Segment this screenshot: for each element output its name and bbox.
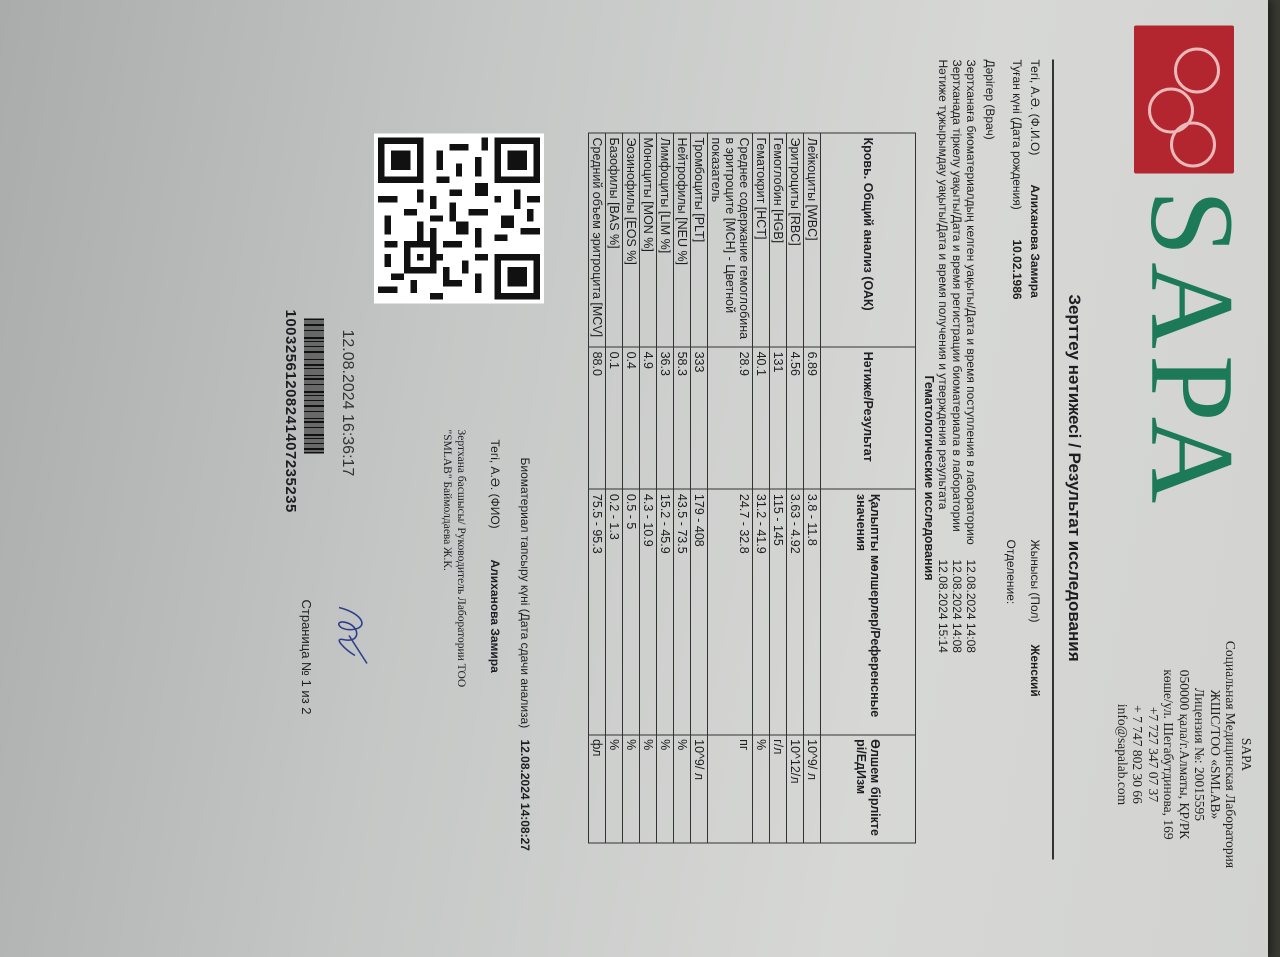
result-value: 12.08.2024 15:14 [936, 559, 950, 653]
test-name: Базофилы [BAS %] [606, 133, 623, 347]
test-name: Лейкоциты [WBC] [804, 133, 821, 347]
company-line: + 7 747 802 30 66 [1130, 705, 1146, 804]
logo-text: SAPA [1126, 189, 1259, 510]
test-reference: 3.63 - 4.92 [787, 489, 804, 734]
table-row [589, 133, 606, 843]
table-row [787, 133, 804, 843]
results-table [588, 133, 916, 844]
company-info [1115, 565, 1255, 945]
test-unit: % [753, 735, 770, 843]
patient-dob-label: Туған күні (Дата рождения) [1010, 59, 1024, 210]
department-label: Отделение: [1004, 539, 1018, 605]
table-row [640, 133, 657, 843]
test-name: Эритроциты [RBC] [787, 133, 804, 347]
test-result: 333 [691, 347, 708, 489]
test-result: 0.4 [623, 347, 640, 489]
patient-fio-value: Алиханова Замира [1028, 184, 1042, 298]
test-result: 40.1 [753, 347, 770, 489]
print-timestamp: 12.08.2024 16:36:17 [339, 329, 356, 477]
test-result: 6.89 [804, 347, 821, 489]
test-unit: 10^9/ л [804, 735, 821, 843]
test-name: Лимфоциты [LIM %] [657, 133, 674, 347]
table-row [770, 133, 787, 843]
test-unit: г/л [770, 735, 787, 843]
test-unit: % [674, 735, 691, 843]
test-reference: 0.2 - 1.3 [606, 489, 623, 734]
test-reference: 115 - 145 [770, 489, 787, 734]
patient-gender-label: Жынысы (Пол) [1028, 539, 1042, 623]
col-header-result: Нәтиже/Результат [821, 347, 916, 489]
registered-value: 12.08.2024 14:08 [950, 559, 964, 653]
table-row [606, 133, 623, 843]
table-row [674, 133, 691, 843]
patient-gender-value: Женский [1028, 644, 1042, 697]
company-line: Лицензия №: 20015595 [1192, 688, 1208, 821]
table-row [804, 133, 821, 843]
test-reference: 43.5 - 73.5 [674, 489, 691, 734]
lab-head-line1: Зертхана басшысы/ Руководитель Лаборатории ТОО [455, 429, 467, 688]
footer-fio-value: Алиханова Замира [488, 559, 502, 673]
doctor-label: Дәрігер (Врач) [983, 59, 997, 140]
sapa-logo-mark-icon [1134, 26, 1234, 174]
table-row [753, 133, 770, 843]
document-page [6, 0, 1274, 957]
test-unit: 10^12/л [787, 735, 804, 843]
test-unit: фл [589, 735, 606, 843]
barcode-icon [304, 319, 324, 509]
test-result: 28.9 [708, 347, 753, 489]
table-row [623, 133, 640, 843]
test-result: 4.56 [787, 347, 804, 489]
test-result: 131 [770, 347, 787, 489]
test-result: 36.3 [657, 347, 674, 489]
test-unit: % [640, 735, 657, 843]
result-label: Нәтиже тұжырымдау уақыты/Дата и время получения и утверждения результата [936, 59, 950, 510]
patient-fio-label: Тегі, А.Ә. (Ф.И.О) [1028, 59, 1042, 156]
table-row [691, 133, 708, 843]
test-unit: % [623, 735, 640, 843]
table-row [708, 133, 753, 843]
patient-dob-value: 10.02.1986 [1010, 239, 1024, 300]
test-unit: % [606, 735, 623, 843]
company-line: Социальная Медицинская Лаборатория [1223, 640, 1239, 869]
test-name: Гемоглобин [HGB] [770, 133, 787, 347]
table-row [657, 133, 674, 843]
qr-code-icon [374, 134, 544, 304]
test-reference: 4.3 - 10.9 [640, 489, 657, 734]
col-header-test: Кровь. Общий анализ (ОАК) [821, 133, 916, 347]
test-unit: % [657, 735, 674, 843]
analysis-date-label: Биоматериал тапсыру күні (Дата сдачи анализа) [518, 457, 532, 729]
signature-icon [319, 600, 379, 670]
registered-label: Зертханада тіркелу уақыты/Дата и время регистрации биоматериала в лаборатории [950, 59, 964, 532]
test-name: Средний объем эритроцита [MCV] [589, 133, 606, 347]
test-name: Гематокрит [HCT] [753, 133, 770, 347]
test-result: 0.1 [606, 347, 623, 489]
test-name: Тромбоциты [PLT] [691, 133, 708, 347]
test-result: 88.0 [589, 347, 606, 489]
col-header-unit: Өлшем бірлікте рі/ЕдИзм [821, 735, 916, 843]
test-name: Среднее содержание гемоглобина в эритроците [MCH] - Цветной показатель [708, 133, 753, 347]
received-value: 12.08.2024 14:08 [964, 559, 978, 653]
col-header-reference: Қалыпты мөлшерлер/Референсные значения [821, 489, 916, 734]
test-reference: 75.5 - 95.3 [589, 489, 606, 734]
page-number: Страница № 1 из 2 [299, 599, 314, 715]
received-label: Зертханаға биоматериалдың келген уақыты/Дата и время поступления в лабораторию [964, 59, 978, 545]
company-line: +7 727 347 07 37 [1146, 706, 1161, 803]
footer-fio-label: Тегі, А.Ә. (ФИО) [488, 439, 502, 529]
company-line: ЖШС/ТОО «SMLAB» [1208, 689, 1223, 820]
section-title: Гематологические исследования [922, 375, 936, 581]
test-unit: 10^9/ л [691, 735, 708, 843]
barcode-number: 10032561208241407235235 [282, 309, 299, 513]
test-result: 4.9 [640, 347, 657, 489]
test-reference: 24.7 - 32.8 [708, 489, 753, 734]
company-email: info@sapalab.com [1115, 703, 1130, 806]
test-reference: 0.5 - 5 [623, 489, 640, 734]
test-reference: 179 - 408 [691, 489, 708, 734]
divider [1052, 60, 1054, 860]
company-name: SAPA [1239, 737, 1254, 772]
test-name: Моноциты [MON %] [640, 133, 657, 347]
test-reference: 15.2 - 45.9 [657, 489, 674, 734]
test-name: Эозинофилы [EOS %] [623, 133, 640, 347]
test-result: 58.3 [674, 347, 691, 489]
company-line: 050000 қала/г.Алматы, ҚР/РК [1177, 669, 1192, 840]
analysis-date-value: 12.08.2024 14:08:27 [518, 739, 532, 851]
company-line: көше/ул. Шегабутдинова, 169 [1161, 669, 1177, 840]
test-name: Нейтрофилы [NEU %] [674, 133, 691, 347]
test-reference: 31.2 - 41.9 [753, 489, 770, 734]
lab-head-line2: "SMLAB" Баймолдаева Ж.К. [441, 429, 453, 571]
page-title: Зерттеу нәтижесі / Результат исследования [1065, 294, 1084, 662]
test-reference: 3.8 - 11.8 [804, 489, 821, 734]
test-unit: пг [708, 735, 753, 843]
